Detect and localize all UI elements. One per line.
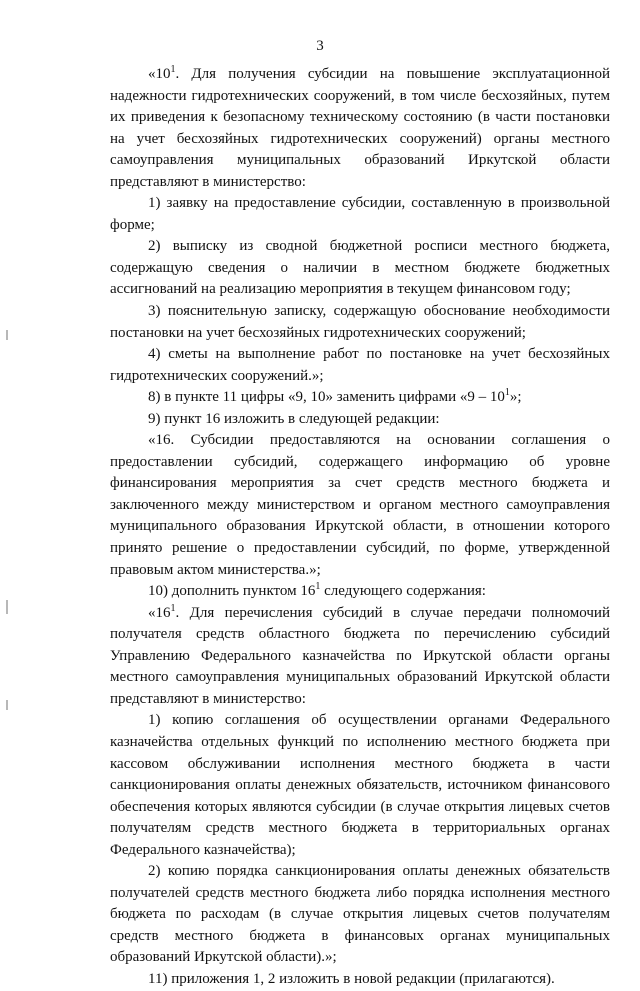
superscript-one: 1 [170, 64, 176, 75]
paragraph [110, 301, 610, 344]
text-line: «$16^1$. Для перечисления субсидий в случае передачи полномочий [148, 602, 610, 621]
paragraph [110, 193, 610, 236]
text-line: 11) приложения 1, 2 изложить в новой редакции (прилагаются). [148, 970, 555, 987]
paragraph [110, 344, 610, 387]
text-line: форме; [110, 216, 155, 233]
paragraph [110, 64, 610, 193]
text-line: финансирования мероприятия за счет средств местного бюджета и [110, 475, 610, 492]
text-line: 1) копию соглашения об осуществлении органами Федерального [148, 712, 610, 729]
paragraph [110, 409, 610, 431]
text-line: обеспечения которых являются субсидии (в случае открытия лицевых счетов [110, 798, 610, 815]
text-line: их приведения к безопасному техническому состоянию (в части постановки [110, 109, 610, 126]
paragraph [110, 861, 610, 969]
text-line: 10) дополнить пунктом $16^1$ следующего содержания: [148, 581, 486, 600]
paragraph [110, 581, 610, 603]
text-line: средств местного бюджета в финансовых органах муниципальных [110, 927, 610, 944]
text-line: заключенного между министерством и органом местного самоуправления [110, 496, 610, 513]
paragraph [110, 387, 610, 409]
paragraph [110, 236, 610, 301]
text-line: гидротехнических сооружений.»; [110, 367, 324, 384]
superscript-one: 1 [504, 387, 510, 399]
text-line: надежности гидротехнических сооружений, в том числе бесхозяйных, путем [110, 87, 610, 104]
text-line: 2) выписку из сводной бюджетной росписи местного бюджета, [148, 238, 610, 255]
page-number: 3 [316, 38, 324, 54]
text-line: получателям средств местного бюджета в территориальных органах [110, 820, 610, 837]
text-line: принято решение о предоставлении субсидий, по форме, утвержденной [110, 540, 610, 557]
text-line: на учет бесхозяйных гидротехнических сооружений) органы местного [110, 130, 610, 147]
paragraph [110, 969, 610, 991]
text-line: кассовом обслуживании исполнения местного бюджета в части [110, 755, 610, 772]
text-line: «16. Субсидии предоставляются на основании соглашения о [148, 432, 610, 449]
text-line: самоуправления муниципальных образований Иркутской области [110, 152, 610, 169]
text-line: 8) в пункте 11 цифры «9, 10» заменить цифрами «$9 - 10^1$»; [148, 387, 522, 406]
text-line: представляют в министерство: [110, 173, 306, 190]
paragraph [110, 430, 610, 581]
paragraph [110, 710, 610, 861]
text-line: получателя средств областного бюджета по перечислению субсидий [110, 626, 610, 643]
text-line: правовым актом министерства.»; [110, 561, 321, 578]
text-line: 2) копию порядка санкционирования оплаты денежных обязательств [148, 863, 610, 880]
text-line: муниципального образования Иркутской области, в отношении которого [110, 518, 610, 535]
text-line: образований Иркутской области).»; [110, 949, 337, 966]
scan-edge-mark [6, 330, 8, 340]
text-line: «$10^1$. Для получения субсидии на повышение эксплуатационной [148, 64, 610, 82]
scan-edge-mark [6, 700, 8, 710]
text-line: 9) пункт 16 изложить в следующей редакции: [148, 410, 440, 427]
text-line: 4) сметы на выполнение работ по постановке на учет бесхозяйных [148, 346, 610, 363]
text-line: постановки на учет бесхозяйных гидротехнических сооружений; [110, 324, 526, 341]
text-line: Федерального казначейства); [110, 841, 296, 858]
text-line: бюджета по расходам (в случае открытия лицевых счетов получателям [110, 906, 610, 923]
text-line: предоставлении субсидий, содержащего информацию об уровне [110, 453, 610, 470]
text-line: санкционирования оплаты денежных обязательств, источником финансового [110, 777, 610, 794]
text-line: местного самоуправления муниципальных образований Иркутской области [110, 669, 610, 686]
paragraph [110, 603, 610, 711]
text-line: содержащую сведения о наличии в местном бюджете бюджетных [110, 259, 610, 276]
superscript-one: 1 [170, 602, 176, 614]
superscript-one: 1 [315, 581, 321, 593]
text-line: 1) заявку на предоставление субсидии, составленную в произвольной [148, 195, 610, 212]
scan-edge-mark [6, 600, 8, 614]
document-body [110, 64, 610, 991]
text-line: казначейства отдельных функций по исполнению местного бюджета при [110, 733, 610, 750]
text-line: получателей средств местного бюджета либо порядка исполнения местного [110, 884, 610, 901]
text-line: Управлению Федерального казначейства по Иркутской области органы [110, 647, 610, 664]
text-line: представляют в министерство: [110, 690, 306, 707]
text-line: ассигнований на реализацию мероприятия в текущем финансовом году; [110, 281, 571, 298]
text-line: 3) пояснительную записку, содержащую обоснование необходимости [148, 303, 610, 320]
